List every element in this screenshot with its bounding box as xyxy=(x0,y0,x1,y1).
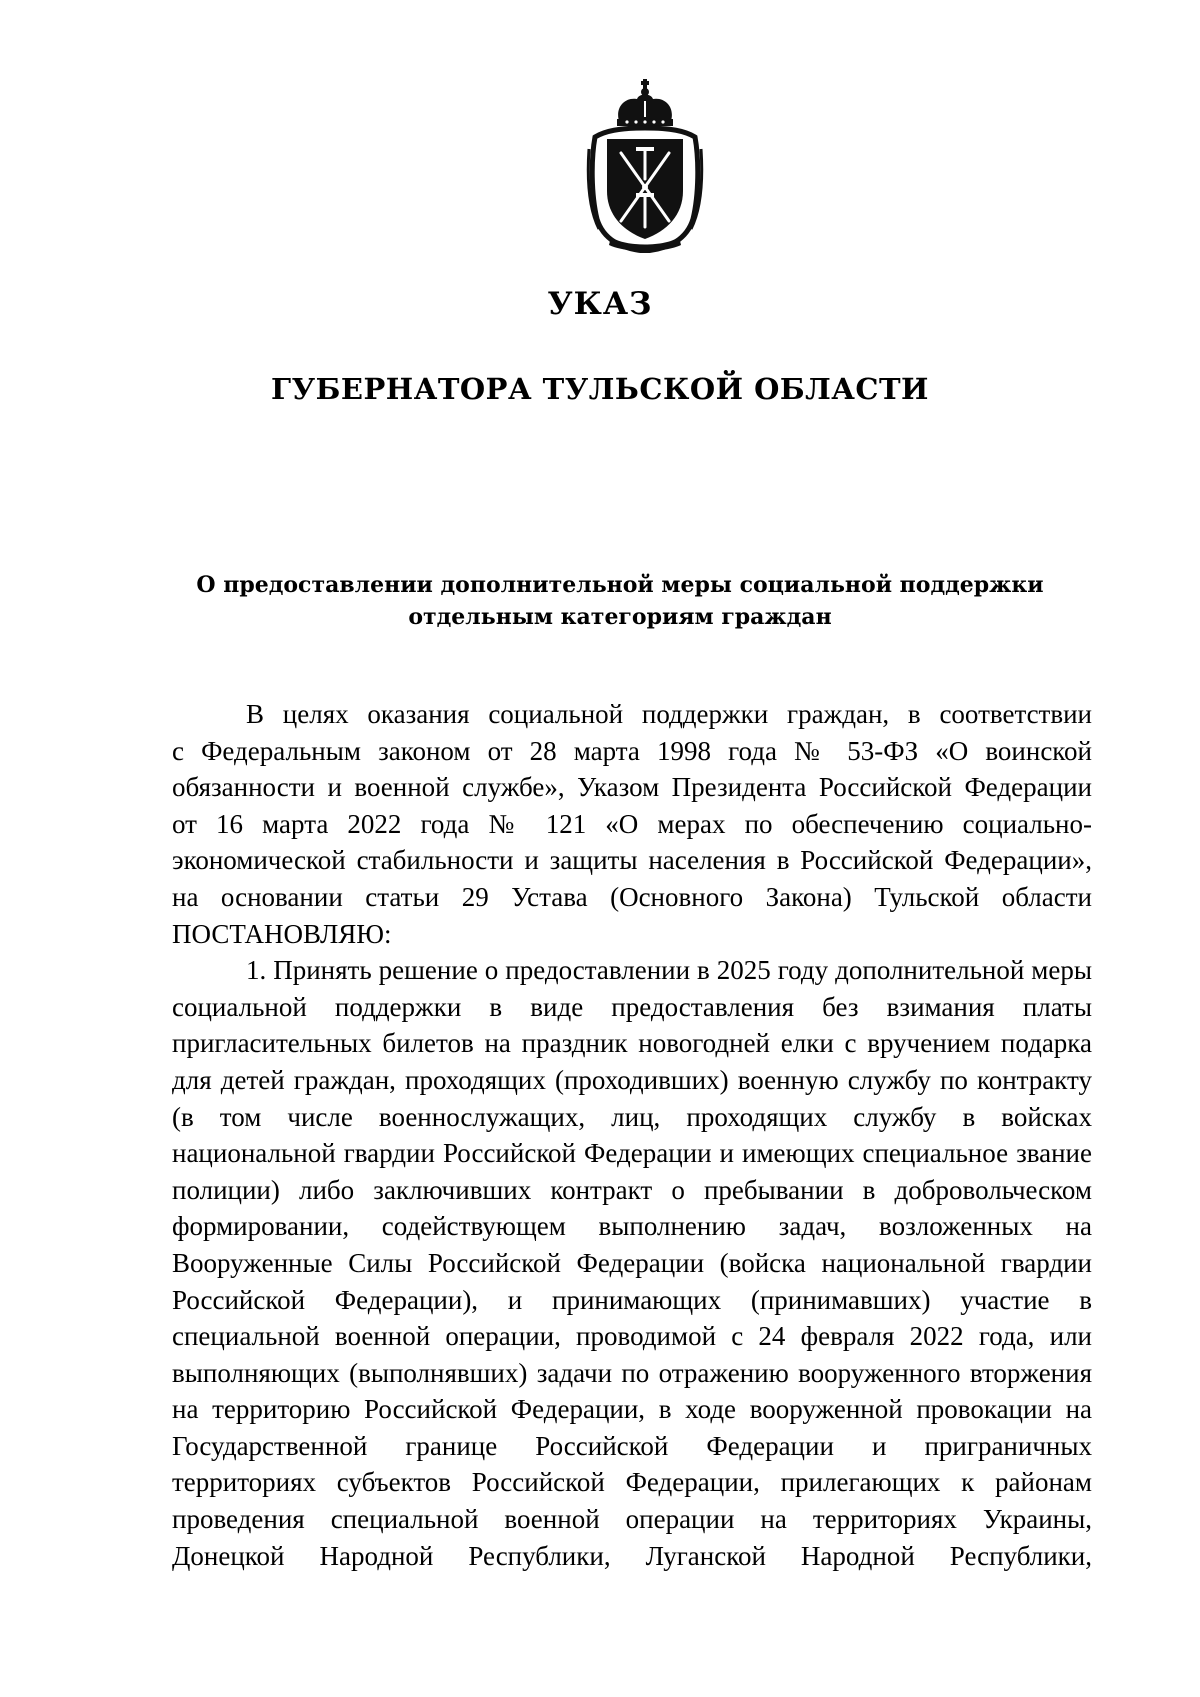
document-title: УКАЗ xyxy=(547,286,653,322)
body-line: на территорию Российской Федерации, в ходе вооруженной провокации на xyxy=(172,1394,1092,1425)
subject-line: О предоставлении дополнительной меры социальной поддержки xyxy=(196,572,1044,598)
paragraph-item-1 xyxy=(172,952,1092,1574)
body-line: Вооруженные Силы Российской Федерации (войска национальной гвардии xyxy=(172,1247,1092,1278)
body-line: полиции) либо заключивших контракт о пребывании в добровольческом xyxy=(172,1174,1092,1205)
coat-of-arms-icon xyxy=(581,79,709,253)
body-line: проведения специальной военной операции на территориях Украины, xyxy=(172,1504,1092,1535)
paragraph-preamble xyxy=(172,696,1092,952)
document-subject xyxy=(160,569,1080,633)
body-line: выполняющих (выполнявших) задачи по отражению вооруженного вторжения xyxy=(172,1357,1092,1388)
body-line: с Федеральным законом от 28 марта 1998 года № 53-ФЗ «О воинской xyxy=(172,735,1092,766)
document-body xyxy=(172,696,1092,1574)
body-line: национальной гвардии Российской Федерации и имеющих специальное звание xyxy=(172,1138,1092,1169)
body-line: социальной поддержки в виде предоставления без взимания платы xyxy=(172,991,1092,1022)
body-line: ПОСТАНОВЛЯЮ: xyxy=(172,918,392,949)
body-line: В целях оказания социальной поддержки граждан, в соответствии xyxy=(246,699,1092,729)
body-line: от 16 марта 2022 года № 121 «О мерах по обеспечению социально- xyxy=(172,808,1092,839)
body-line: Государственной границе Российской Федерации и приграничных xyxy=(172,1430,1092,1461)
body-line: экономической стабильности и защиты населения в Российской Федерации», xyxy=(172,845,1092,876)
body-line: территориях субъектов Российской Федерации, прилегающих к районам xyxy=(172,1467,1092,1498)
body-line: Донецкой Народной Республики, Луганской Народной Республики, xyxy=(172,1540,1092,1571)
subject-line: отдельным категориям граждан xyxy=(408,604,832,630)
body-line: 1. Принять решение о предоставлении в 2025 году дополнительной меры xyxy=(246,955,1092,986)
document-issuer: ГУБЕРНАТОРА ТУЛЬСКОЙ ОБЛАСТИ xyxy=(271,372,929,406)
body-line: обязанности и военной службе», Указом Президента Российской Федерации xyxy=(172,772,1092,803)
body-line: специальной военной операции, проводимой с 24 февраля 2022 года, или xyxy=(172,1321,1092,1352)
body-line: пригласительных билетов на праздник новогодней елки с вручением подарка xyxy=(172,1028,1092,1059)
body-line: (в том числе военнослужащих, лиц, проходящих службу в войсках xyxy=(172,1101,1092,1132)
body-line: на основании статьи 29 Устава (Основного Закона) Тульской области xyxy=(172,881,1092,912)
body-line: для детей граждан, проходящих (проходивших) военную службу по контракту xyxy=(172,1064,1092,1095)
body-line: Российской Федерации), и принимающих (принимавших) участие в xyxy=(172,1284,1092,1315)
body-line: формировании, содействующем выполнению задач, возложенных на xyxy=(172,1211,1092,1242)
